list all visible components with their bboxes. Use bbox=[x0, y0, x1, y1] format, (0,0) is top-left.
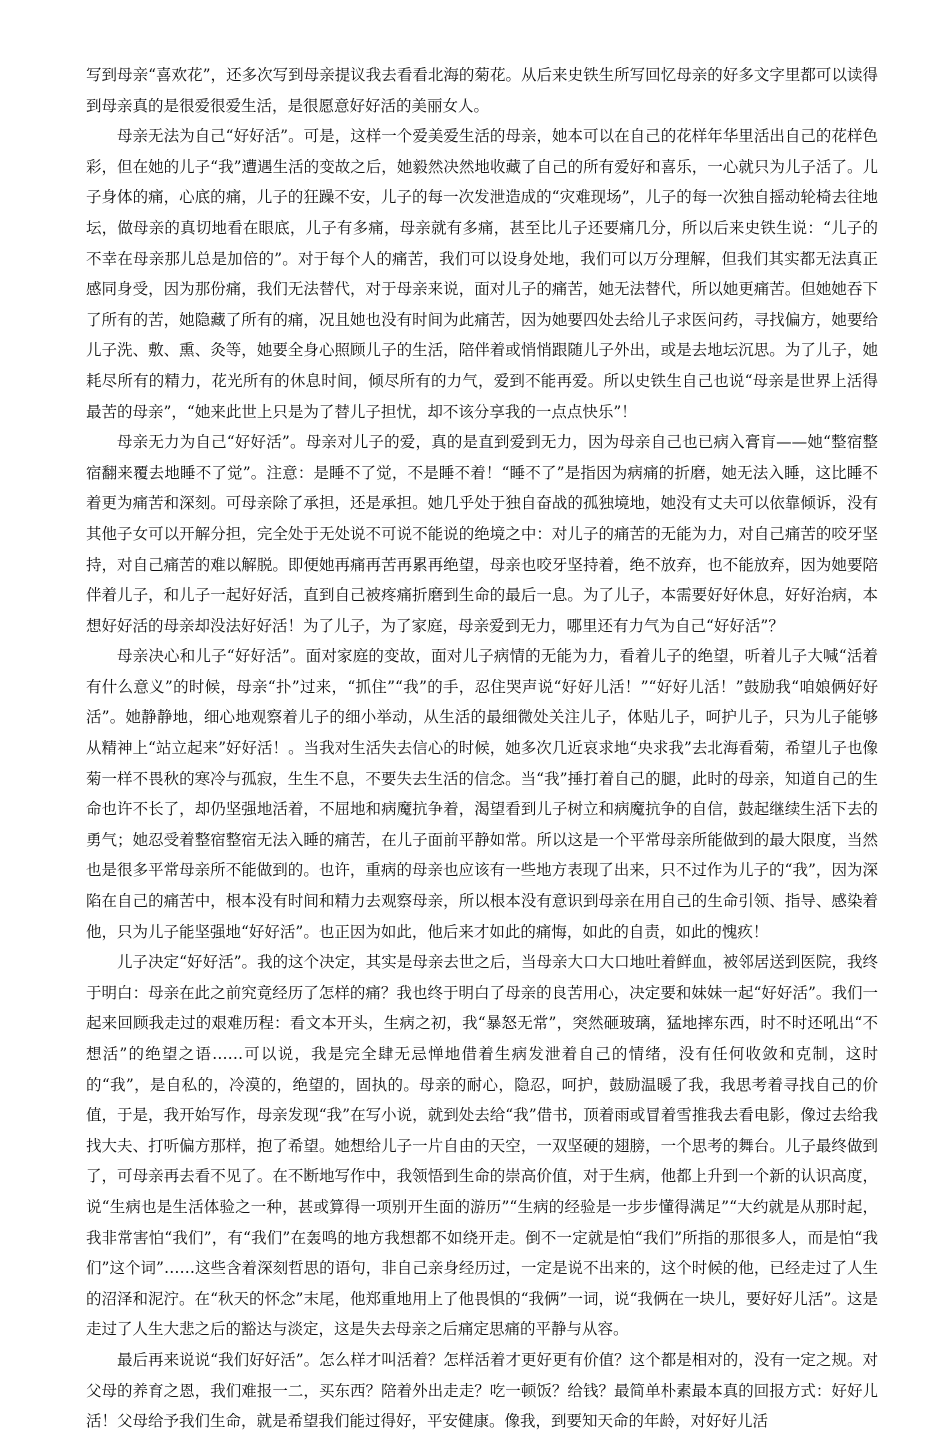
paragraph-mother-powerless: 母亲无力为自己“好好活”。母亲对儿子的爱，真的是直到爱到无力，因为母亲自己也已病入膏肓——她“整宿整宿翻来覆去地睡不了觉”。注意：是睡不了觉，不是睡不着！“睡不了”是指因为病痛的折磨，她无法入睡，这比睡不着更为痛苦和深刻。可母亲除了承担，还是承担。她几乎处于独自奋战的孤独境地，她没有丈夫可以依靠倾诉，没有其他子女可以开解分担，完全处于无处说不可说不能说的绝境之中：对儿子的痛苦的无能为力，对自己痛苦的咬牙坚持，对自己痛苦的难以解脱。即便她再痛再苦再累再绝望，母亲也咬牙坚持着，绝不放弃，也不能放弃，因为她要陪伴着儿子，和儿子一起好好活，直到自己被疼痛折磨到生命的最后一息。为了儿子，本需要好好休息，好好治病，本想好好活的母亲却没法好好活！为了儿子，为了家庭，母亲爱到无力，哪里还有力气为自己“好好活”？ bbox=[86, 433, 878, 635]
paragraph-mother-cannot-live-well: 母亲无法为自己“好好活”。可是，这样一个爱美爱生活的母亲，她本可以在自己的花样年华里活出自己的花样色彩，但在她的儿子“我”遭遇生活的变故之后，她毅然决然地收藏了自己的所有爱好和喜乐，一心就只为儿子活了。儿子身体的痛，心底的痛，儿子的狂躁不安，儿子的每一次发泄造成的“灾难现场”，儿子的每一次独自摇动轮椅去往地坛，做母亲的真切地看在眼底，儿子有多痛，母亲就有多痛，甚至比儿子还要痛几分，所以后来史铁生说：“儿子的不幸在母亲那儿总是加倍的”。对于每个人的痛苦，我们可以设身处地，我们可以万分理解，但我们其实都无法真正感同身受，因为那份痛，我们无法替代，对于母亲来说，面对儿子的痛苦，她无法替代，所以她更痛苦。但她她吞下了所有的苦，她隐藏了所有的痛，况且她也没有时间为此痛苦，因为她要四处去给儿子求医问药，寻找偏方，她要给儿子洗、敷、熏、灸等，她要全身心照顾儿子的生活，陪伴着或悄悄跟随儿子外出，或是去地坛沉思。为了儿子，她耗尽所有的精力，花光所有的休息时间，倾尽所有的力气，爱到不能再爱。所以史铁生自己也说“母亲是世界上活得最苦的母亲”，“她来此世上只是为了替儿子担忧，却不该分享我的一点点快乐”！ bbox=[86, 127, 878, 421]
paragraph-son-decides: 儿子决定“好好活”。我的这个决定，其实是母亲去世之后，当母亲大口大口地吐着鲜血，被邻居送到医院，我终于明白：母亲在此之前究竟经历了怎样的痛？我也终于明白了母亲的良苦用心，决定要和妹妹一起“好好活”。我们一起来回顾我走过的艰难历程：看文本开头，生病之初，我“暴怒无常”，突然砸玻璃，猛地摔东西，时不时还吼出“不想活”的绝望之语……可以说，我是完全肆无忌惮地借着生病发泄着自己的情绪，没有任何收敛和克制，这时的“我”，是自私的，冷漠的，绝望的，固执的。母亲的耐心，隐忍，呵护，鼓励温暖了我，我思考着寻找自己的价值，于是，我开始写作，母亲发现“我”在写小说，就到处去给“我”借书，顶着雨或冒着雪推我去看电影，像过去给我找大夫、打听偏方那样，抱了希望。她想给儿子一片自由的天空，一双坚硬的翅膀，一个思考的舞台。儿子最终做到了，可母亲再去看不见了。在不断地写作中，我领悟到生命的崇高价值，对于生病，他都上升到一个新的认识高度，说“生病也是生活体验之一种，甚或算得一项别开生面的游历”“生病的经验是一步步懂得满足”“大约就是从那时起，我非常害怕“我们”，有“我们”在轰鸣的地方我想都不如绕开走。倒不一定就是怕“我们”所指的那很多人，而是怕“我们”这个词”……这些含着深刻哲思的语句，非自己亲身经历过，一定是说不出来的，这个时候的他，已经走过了人生的沼泽和泥泞。在“秋天的怀念”末尾，他郑重地用上了他畏惧的“我俩”一词，说“我俩在一块儿，要好好儿活”。这是走过了人生大悲之后的豁达与淡定，这是失去母亲之后痛定思痛的平静与从容。 bbox=[86, 953, 878, 1339]
paragraph-mother-determined: 母亲决心和儿子“好好活”。面对家庭的变故，面对儿子病情的无能为力，看着儿子的绝望，听着儿子大喊“活着有什么意义”的时候，母亲“扑”过来，“抓住”“我”的手，忍住哭声说“好好儿活！”“好好儿活！”鼓励我“咱娘俩好好活”。她静静地，细心地观察着儿子的细小举动，从生活的最细微处关注儿子，体贴儿子，呵护儿子，只为儿子能够从精神上“站立起来”好好活！。当我对生活失去信心的时候，她多次几近哀求地“央求我”去北海看菊，希望儿子也像菊一样不畏秋的寒冷与孤寂，生生不息，不要失去生活的信念。当“我”捶打着自己的腿，此时的母亲，知道自己的生命也许不长了，却仍坚强地活着，不屈地和病魔抗争着，渴望看到儿子树立和病魔抗争的自信，鼓起继续生活下去的勇气；她忍受着整宿整宿无法入睡的痛苦，在儿子面前平静如常。所以这是一个平常母亲所能做到的最大限度，当然也是很多平常母亲所不能做到的。也许，重病的母亲也应该有一些地方表现了出来，只不过作为儿子的“我”，因为深陷在自己的痛苦中，根本没有时间和精力去观察母亲，所以根本没有意识到母亲在用自己的生命引领、指导、感染着他，只为儿子能坚强地“好好活”。也正因为如此，他后来才如此的痛悔，如此的自责，如此的愧疚！ bbox=[86, 647, 878, 941]
paragraph-intro: 写到母亲“喜欢花”，还多次写到母亲提议我去看看北海的菊花。从后来史铁生所写回忆母亲的好多文字里都可以读得到母亲真的是很爱很爱生活，是很愿意好好活的美丽女人。 bbox=[86, 66, 878, 115]
paragraph-we-live-well: 最后再来说说“我们好好活”。怎么样才叫活着？怎样活着才更好更有价值？这个都是相对的，没有一定之规。对父母的养育之恩，我们难报一二，买东西？陪着外出走走？吃一顿饭？给钱？最简单朴素最本真的回报方式：好好儿活！父母给予我们生命，就是希望我们能过得好，平安健康。像我，到要知天命的年龄，对好好儿活 bbox=[86, 1350, 878, 1431]
